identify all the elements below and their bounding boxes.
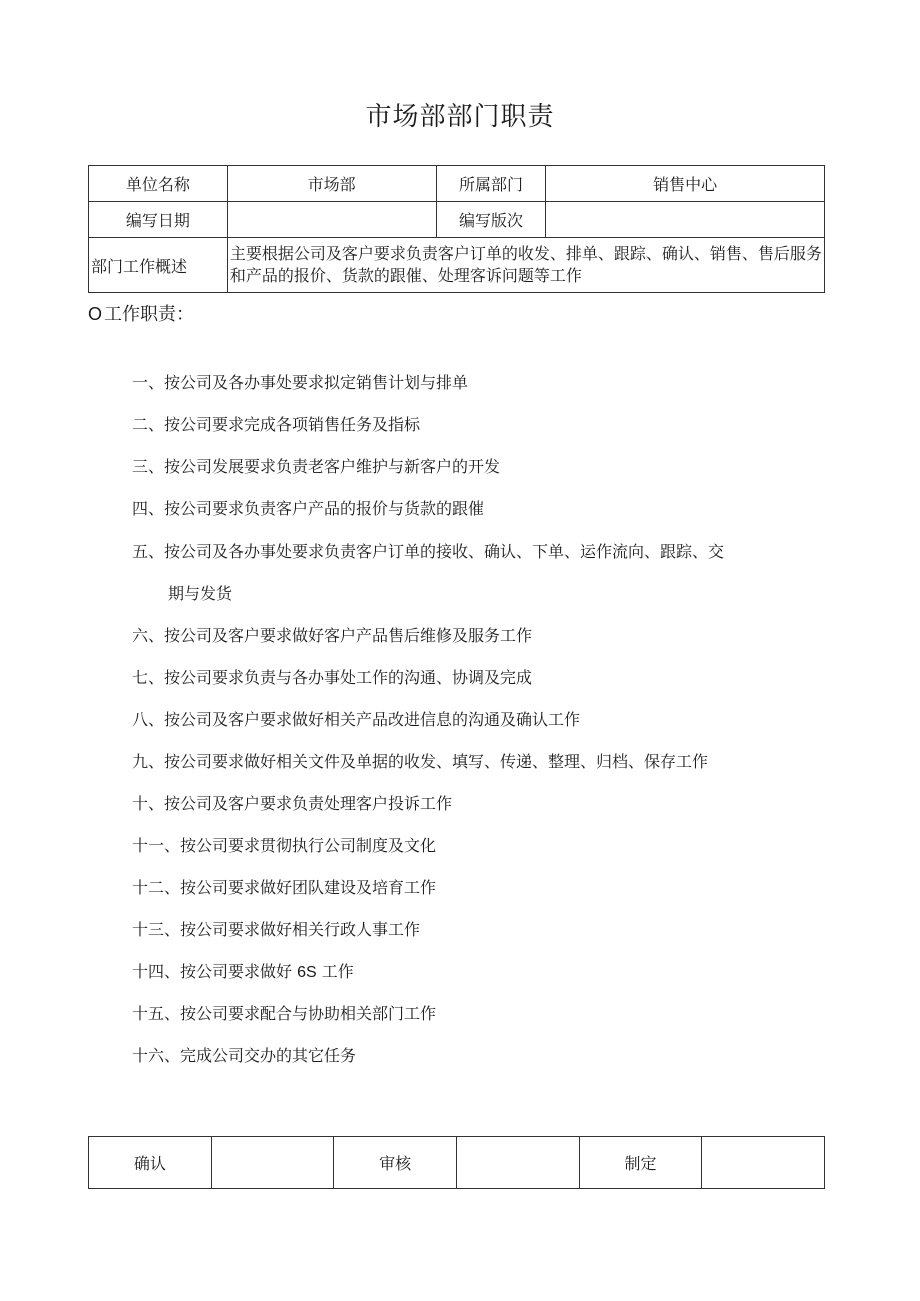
unit-name-value: 市场部 — [227, 166, 436, 202]
info-row-unit — [89, 166, 825, 202]
make-value — [702, 1137, 825, 1189]
confirm-label: 确认 — [89, 1137, 212, 1189]
duty-item-6s — [132, 959, 354, 982]
write-date-label: 编写日期 — [89, 202, 228, 238]
document-title: 市场部部门职责 — [365, 102, 555, 132]
info-row-overview — [89, 238, 825, 293]
duty-item: 九、按公司要求做好相关文件及单据的收发、填写、传递、整理、归档、保存工作 — [132, 752, 709, 771]
duty-item: 六、按公司及客户要求做好客户产品售后维修及服务工作 — [132, 626, 533, 645]
duty-item-continuation: 期与发货 — [168, 584, 233, 603]
bullet-circle-icon: O — [88, 304, 103, 324]
duty-item: 十六、完成公司交办的其它任务 — [132, 1046, 357, 1065]
signature-row — [89, 1137, 825, 1189]
review-value — [456, 1137, 579, 1189]
duty-item: 四、按公司要求负责客户产品的报价与货款的跟催 — [132, 499, 485, 518]
duty-item: 八、按公司及客户要求做好相关产品改进信息的沟通及确认工作 — [132, 710, 581, 729]
duty-item: 二、按公司要求完成各项销售任务及指标 — [132, 415, 421, 434]
duty-item: 七、按公司要求负责与各办事处工作的沟通、协调及完成 — [132, 668, 533, 687]
duty-item: 五、按公司及各办事处要求负责客户订单的接收、确认、下单、运作流向、跟踪、交 — [132, 542, 725, 561]
review-label: 审核 — [334, 1137, 457, 1189]
duty-item-text: 十四、按公司要求做好 — [132, 962, 293, 981]
overview-value: 主要根据公司及客户要求负责客户订单的收发、排单、跟踪、确认、销售、售后服务和产品的报价、货款的跟催、处理客诉问题等工作 — [227, 238, 824, 293]
write-date-value — [227, 202, 436, 238]
duty-item: 三、按公司发展要求负责老客户维护与新客户的开发 — [132, 457, 501, 476]
duty-item: 一、按公司及各办事处要求拟定销售计划与排单 — [132, 373, 469, 392]
department-value: 销售中心 — [546, 166, 825, 202]
duties-heading — [88, 300, 194, 326]
write-version-label: 编写版次 — [436, 202, 546, 238]
duty-item: 十、按公司及客户要求负责处理客户投诉工作 — [132, 794, 453, 813]
unit-name-label: 单位名称 — [89, 166, 228, 202]
duty-item-text: 工作 — [321, 962, 354, 981]
department-info-table — [88, 165, 825, 293]
department-label: 所属部门 — [436, 166, 546, 202]
write-version-value — [546, 202, 825, 238]
confirm-value — [211, 1137, 334, 1189]
duty-item: 十二、按公司要求做好团队建设及培育工作 — [132, 878, 437, 897]
duty-item: 十三、按公司要求做好相关行政人事工作 — [132, 920, 421, 939]
duty-item: 十一、按公司要求贯彻执行公司制度及文化 — [132, 836, 437, 855]
duties-heading-text: 工作职责： — [104, 304, 195, 325]
signature-table — [88, 1136, 825, 1189]
info-row-date — [89, 202, 825, 238]
make-label: 制定 — [579, 1137, 702, 1189]
overview-label: 部门工作概述 — [89, 238, 228, 293]
duty-item: 十五、按公司要求配合与协助相关部门工作 — [132, 1004, 437, 1023]
duty-item-6s-term: 6S — [297, 964, 317, 981]
